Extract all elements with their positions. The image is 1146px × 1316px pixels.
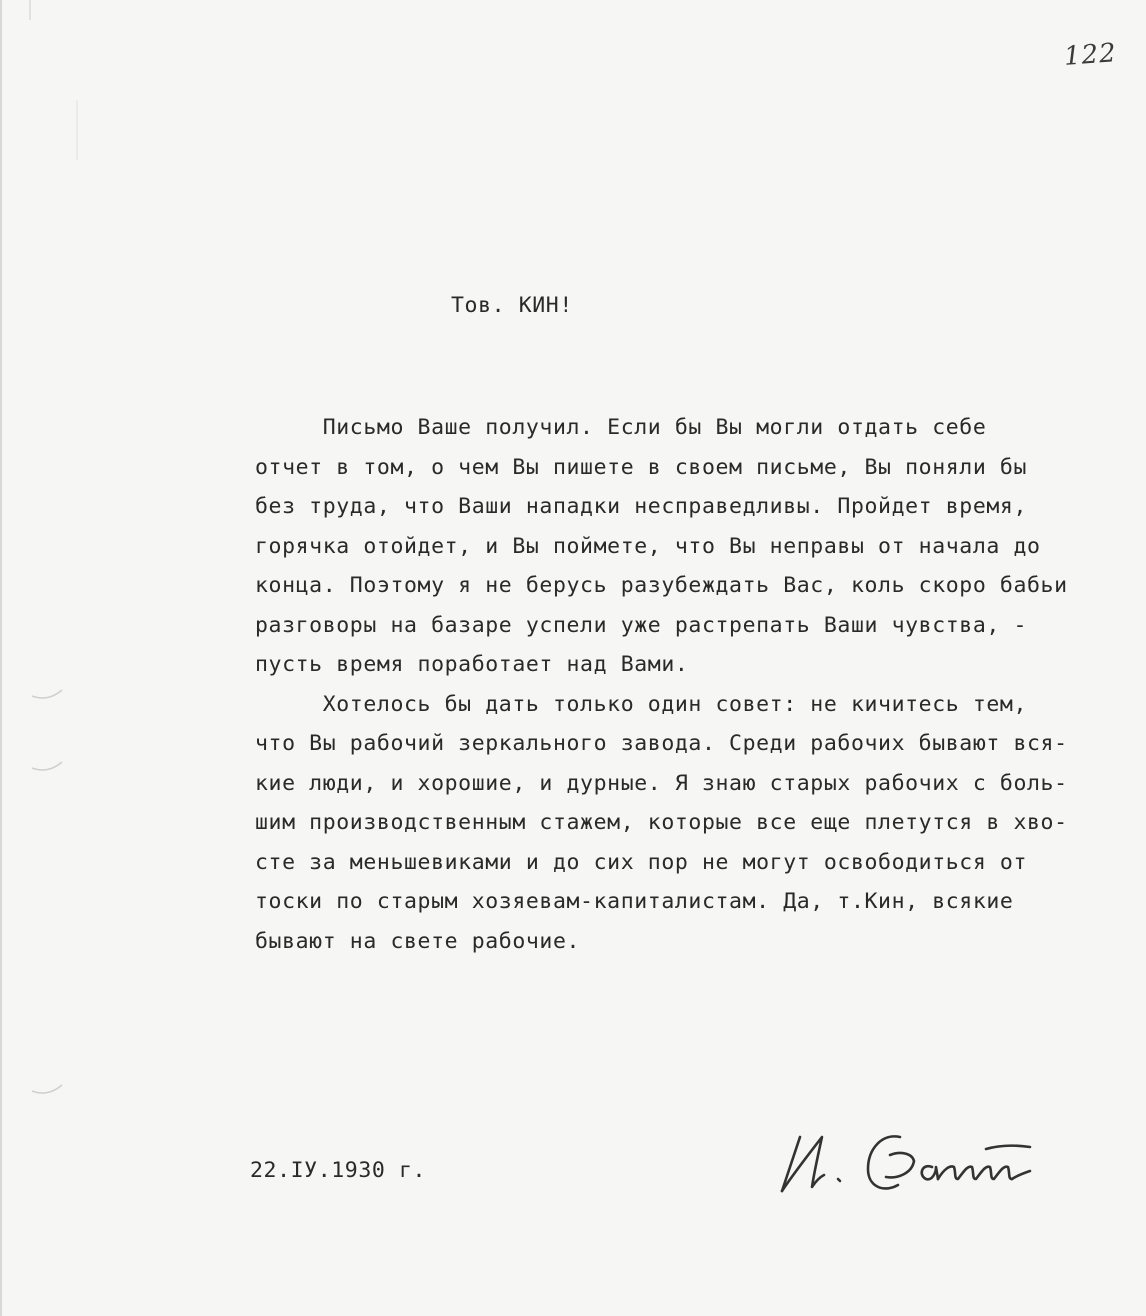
body-line: без труда, что Ваши нападки несправедливы. Пройдет время, <box>255 494 1028 519</box>
body-line: горячка отойдет, и Вы поймете, что Вы неправы от начала до <box>255 533 1041 559</box>
body-line: конца. Поэтому я не берусь разубеждать Вас, коль скоро бабьи <box>255 573 1068 598</box>
handwritten-signature <box>772 1115 1062 1205</box>
archive-page-number: 122 <box>1063 38 1118 72</box>
letter-date: 22.IУ.1930 г. <box>250 1158 427 1183</box>
body-line: тоски по старым хозяевам-капиталистам. Да, т.Кин, всякие <box>255 889 1014 914</box>
body-line: Хотелось бы дать только один совет: не кичитесь тем, <box>255 691 1028 717</box>
body-line: разговоры на базаре успели уже растрепать Ваши чувства, - <box>255 612 1028 638</box>
body-line: кие люди, и хорошие, и дурные. Я знаю старых рабочих с боль- <box>255 770 1068 796</box>
letter-body <box>255 408 1135 961</box>
salutation: Тов. КИН! <box>451 293 573 318</box>
body-line: сте за меньшевиками и до сих пор не могут освободиться от <box>255 849 1028 875</box>
body-line: пусть время поработает над Вами. <box>255 652 689 677</box>
body-line: шим производственным стажем, которые все еще плетутся в хво- <box>255 810 1068 835</box>
body-line: бывают на свете рабочие. <box>255 928 581 954</box>
body-line: что Вы рабочий зеркального завода. Среди рабочих бывают вся- <box>255 731 1068 756</box>
body-line: отчет в том, о чем Вы пишете в своем письме, Вы поняли бы <box>255 454 1028 480</box>
body-line: Письмо Ваше получил. Если бы Вы могли отдать себе <box>255 415 987 440</box>
